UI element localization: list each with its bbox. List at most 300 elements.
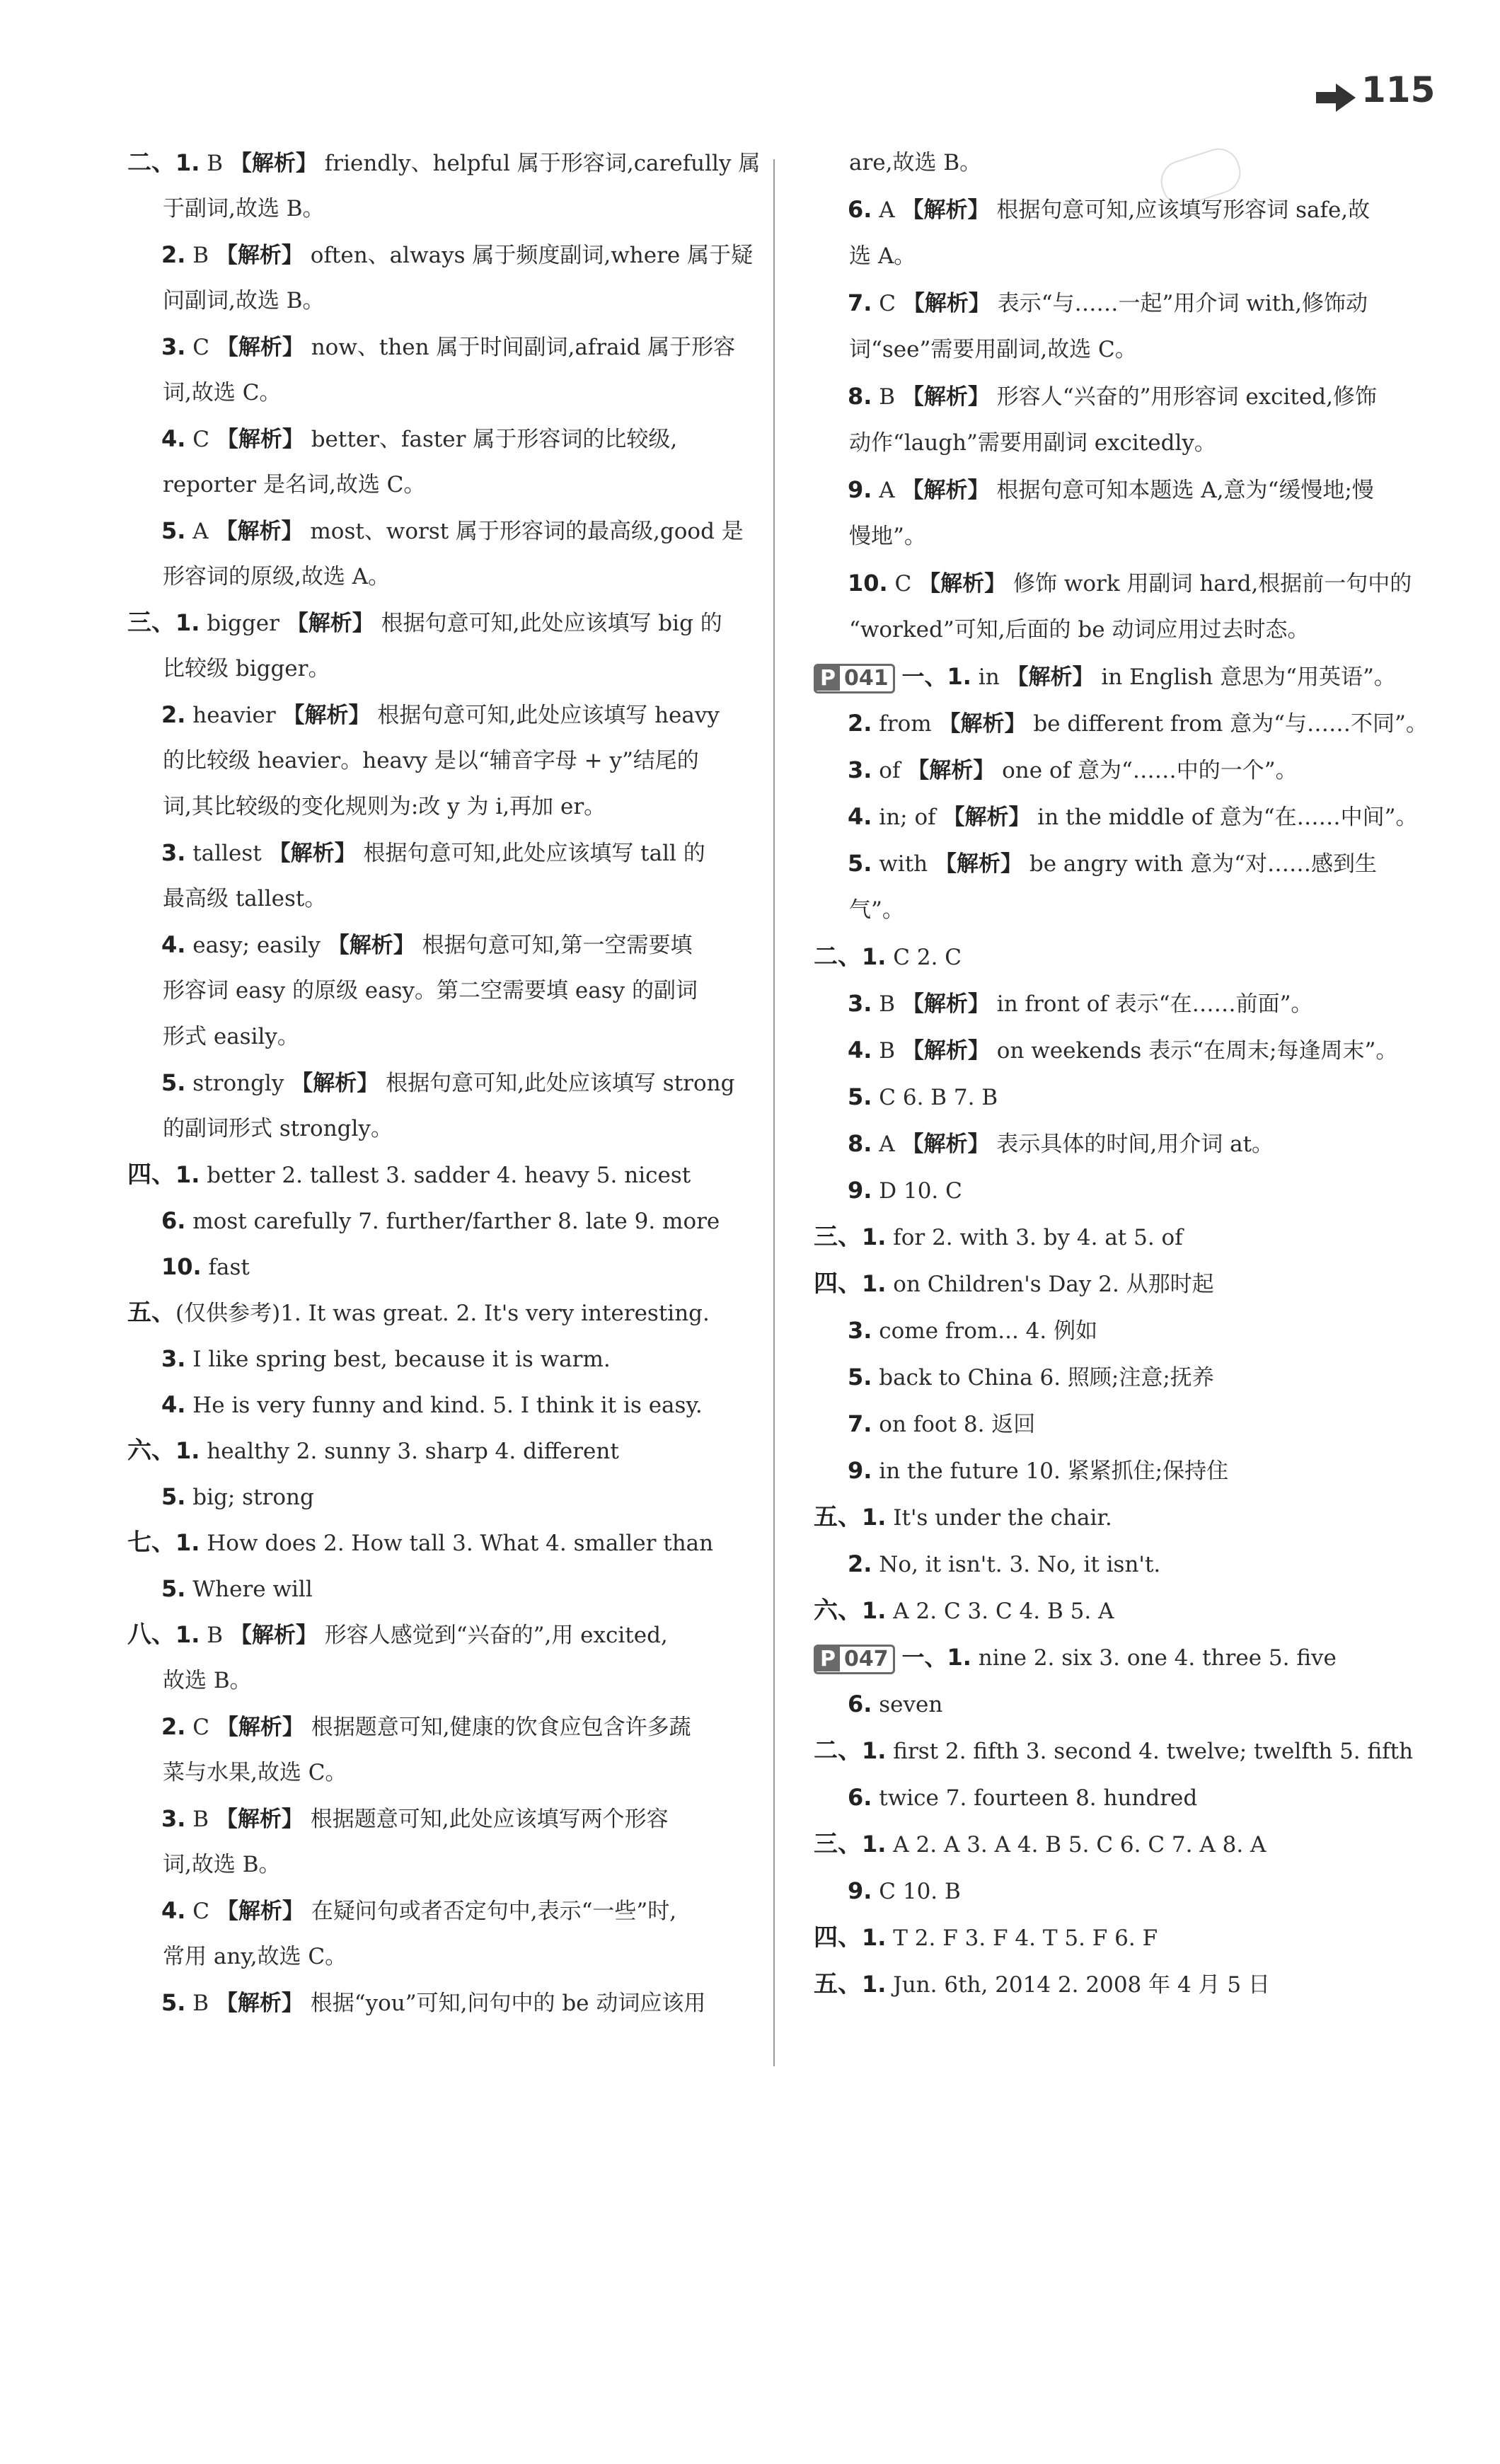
question-number: 5. <box>161 1483 186 1510</box>
analysis-text: in the middle of 意为“在……中间”。 <box>1030 805 1418 830</box>
section-number: 六、 <box>127 1437 175 1465</box>
question-number: 2. <box>161 701 186 728</box>
question-number: 1. <box>862 1270 887 1297</box>
analysis-text: now、then 属于时间副词,afraid 属于形容 <box>304 335 736 360</box>
section-number: 二、 <box>814 943 862 971</box>
question-number: 2. <box>848 710 872 737</box>
analysis-label: 【解析】 <box>901 1132 990 1157</box>
question-number: 5. <box>848 1083 872 1110</box>
analysis-text: one of 意为“……中的一个”。 <box>995 758 1298 783</box>
page-ref-number: 041 <box>844 665 889 691</box>
answer-line <box>848 1550 1160 1579</box>
column-divider <box>773 159 775 2066</box>
section-number: 二、 <box>127 149 175 177</box>
analysis-text: 根据题意可知,健康的饮食应包含许多蔬 <box>304 1715 691 1740</box>
answer-text: B <box>200 1623 230 1648</box>
answer-line <box>849 149 981 177</box>
answer-text: How does 2. How tall 3. What 4. smaller than <box>200 1531 714 1556</box>
analysis-label: 【解析】 <box>935 851 1023 877</box>
section-number: 五、 <box>127 1299 175 1327</box>
question-number: 6. <box>161 1207 186 1234</box>
answer-line <box>814 943 962 972</box>
analysis-label: 【解析】 <box>901 478 990 503</box>
answer-line <box>848 1363 1214 1392</box>
answer-line <box>849 616 1309 644</box>
answer-line <box>848 1877 961 1906</box>
answer-line <box>814 1970 1270 1999</box>
answer-line <box>163 379 281 407</box>
answer-line <box>848 289 1368 318</box>
answer-text: B <box>872 1038 902 1064</box>
question-number: 9. <box>848 1877 872 1904</box>
answer-text: most carefully 7. further/farther 8. late 9. more <box>185 1209 720 1234</box>
answer-text: Where will <box>185 1577 313 1602</box>
analysis-label: 【解析】 <box>216 335 304 360</box>
question-number: 3. <box>848 756 872 783</box>
answer-text: heavier <box>185 703 283 728</box>
answer-line <box>161 1345 611 1374</box>
answer-text: 词,故选 C。 <box>163 380 282 405</box>
answer-text: B <box>185 243 216 268</box>
question-number: 9. <box>848 1177 872 1204</box>
analysis-text: 根据句意可知,应该填写形容词 safe,故 <box>989 197 1371 223</box>
analysis-text: 根据题意可知,此处应该填写两个形容 <box>303 1807 669 1832</box>
analysis-label: 【解析】 <box>216 427 304 452</box>
answer-line <box>814 1596 1114 1625</box>
answer-text: better 2. tallest 3. sadder 4. heavy 5. nicest <box>200 1163 691 1188</box>
answer-text: No, it isn't. 3. No, it isn't. <box>872 1552 1161 1577</box>
answer-text: bigger <box>200 611 287 636</box>
analysis-text: 在疑问句或者否定句中,表示“一些”时, <box>304 1899 677 1924</box>
answer-text: D 10. C <box>872 1178 962 1204</box>
analysis-text: in English 意思为“用英语”。 <box>1094 664 1396 690</box>
question-number: 1. <box>175 1161 200 1188</box>
question-number: 8. <box>848 383 872 410</box>
analysis-text: 表示“与……一起”用介词 with,修饰动 <box>990 291 1368 316</box>
answer-line <box>163 563 390 591</box>
arrow-icon <box>1316 84 1356 115</box>
answer-line <box>814 662 1396 693</box>
analysis-label: 【解析】 <box>918 571 1007 597</box>
question-number: 1. <box>175 1621 200 1648</box>
answer-text: I like spring best, because it is warm. <box>185 1347 611 1372</box>
answer-line <box>161 517 744 546</box>
question-number: 1. <box>862 1224 887 1250</box>
section-number: 四、 <box>814 1270 862 1298</box>
answer-line <box>814 1923 1158 1952</box>
answer-text: 问副词,故选 B。 <box>163 288 325 313</box>
answer-text: B <box>872 384 902 410</box>
answer-text: on Children's Day 2. 从那时起 <box>886 1272 1214 1297</box>
analysis-text: be angry with 意为“对……感到生 <box>1022 851 1377 877</box>
answer-line <box>161 1483 314 1512</box>
question-number: 2. <box>161 1713 186 1740</box>
answer-line <box>814 1223 1183 1252</box>
answer-line <box>849 522 926 551</box>
answer-text: are,故选 B。 <box>849 150 982 175</box>
answer-line <box>127 149 760 178</box>
question-number: 9. <box>848 1457 872 1484</box>
answer-text: B <box>185 1807 216 1832</box>
answer-line <box>163 1666 252 1695</box>
answer-line <box>163 1942 347 1971</box>
question-number: 7. <box>848 289 872 316</box>
answer-text: A 2. A 3. A 4. B 5. C 6. C 7. A 8. A <box>886 1832 1267 1858</box>
answer-line <box>127 1437 619 1466</box>
question-number: 1. <box>862 1831 887 1858</box>
answer-text: in <box>971 664 1007 690</box>
question-number: 4. <box>161 1897 186 1924</box>
answer-text: nine 2. six 3. one 4. three 5. five <box>971 1645 1337 1671</box>
answer-line <box>161 1896 676 1925</box>
answer-text: big; strong <box>185 1485 314 1510</box>
answer-text: back to China 6. 照顾;注意;抚养 <box>872 1365 1214 1391</box>
answer-line <box>848 195 1370 224</box>
answer-text: C <box>185 335 217 360</box>
answer-text: C <box>185 1715 217 1740</box>
answer-text: fast <box>201 1255 250 1280</box>
question-number: 3. <box>848 1317 872 1344</box>
answer-text: He is very funny and kind. 5. I think it is easy. <box>185 1393 703 1418</box>
answer-line <box>161 425 677 454</box>
analysis-label: 【解析】 <box>942 805 1031 830</box>
analysis-label: 【解析】 <box>907 758 996 783</box>
answer-line <box>848 569 1412 598</box>
answer-text: 词“see”需要用副词,故选 C。 <box>849 337 1137 362</box>
question-number: 10. <box>161 1253 202 1280</box>
answer-line <box>161 1391 703 1420</box>
answer-text: 的比较级 heavier。heavy 是以“辅音字母 + y”结尾的 <box>163 748 699 773</box>
answer-line <box>161 241 753 270</box>
answer-text: C 10. B <box>872 1879 961 1904</box>
answer-text: from <box>872 711 939 737</box>
answer-text: “worked”可知,后面的 be 动词应用过去时态。 <box>849 617 1310 643</box>
answer-text: 气”。 <box>849 897 904 923</box>
page-ref-badge <box>814 664 895 693</box>
answer-line <box>814 1503 1112 1532</box>
question-number: 4. <box>848 1037 872 1064</box>
analysis-label: 【解析】 <box>216 1899 304 1924</box>
answer-text: C 2. C <box>886 945 962 970</box>
analysis-label: 【解析】 <box>901 1038 990 1064</box>
analysis-text: 根据句意可知,此处应该填写 strong <box>379 1071 735 1096</box>
answer-text: 比较级 bigger。 <box>163 656 330 681</box>
answer-line <box>127 1620 668 1650</box>
question-number: 1. <box>862 943 887 970</box>
analysis-label: 【解析】 <box>291 1071 379 1096</box>
answer-line <box>163 1115 393 1143</box>
answer-text: with <box>872 851 935 877</box>
answer-line <box>163 747 699 775</box>
answer-text: 词,其比较级的变化规则为:改 y 为 i,再加 er。 <box>163 794 606 819</box>
answer-line <box>161 333 735 362</box>
answer-line <box>127 609 722 638</box>
answer-line <box>163 1850 281 1879</box>
answer-text: A <box>872 197 902 223</box>
answer-line <box>161 931 692 960</box>
answer-line <box>848 802 1417 831</box>
question-number: 一、1. <box>901 1644 971 1671</box>
answer-text: of <box>872 758 908 783</box>
question-number: 5. <box>848 850 872 877</box>
answer-line <box>849 896 904 924</box>
question-number: 4. <box>161 1391 186 1418</box>
answer-text: healthy 2. sunny 3. sharp 4. different <box>200 1439 619 1464</box>
answer-text: T 2. F 3. F 4. T 5. F 6. F <box>886 1925 1158 1951</box>
answer-line <box>848 1036 1397 1065</box>
question-number: 10. <box>848 570 888 597</box>
question-number: 8. <box>848 1130 872 1157</box>
question-number: 5. <box>161 1575 186 1602</box>
analysis-text: 根据句意可知,此处应该填写 heavy <box>370 703 720 728</box>
answer-text: A <box>185 519 216 544</box>
answer-line <box>848 1410 1035 1439</box>
analysis-text: friendly、helpful 属于形容词,carefully 属 <box>317 151 761 176</box>
answer-line <box>814 1830 1266 1859</box>
answer-text: come from... 4. 例如 <box>872 1318 1098 1344</box>
question-number: 5. <box>161 517 186 544</box>
analysis-label: 【解析】 <box>327 933 415 958</box>
question-number: 1. <box>175 1529 200 1556</box>
question-number: 1. <box>862 1971 887 1998</box>
answer-text: 选 A。 <box>849 243 916 269</box>
analysis-label: 【解析】 <box>215 1807 304 1832</box>
analysis-text: on weekends 表示“在周末;每逢周末”。 <box>989 1038 1398 1064</box>
answer-line <box>848 1456 1228 1485</box>
answer-text: B <box>872 991 902 1017</box>
answer-line <box>161 1988 705 2017</box>
answer-line <box>163 195 325 223</box>
question-number: 7. <box>848 1410 872 1437</box>
answer-text: 慢地”。 <box>849 524 926 549</box>
answer-text: 形容词 easy 的原级 easy。第二空需要填 easy 的副词 <box>163 978 698 1003</box>
answer-line <box>848 1690 942 1719</box>
question-number: 1. <box>862 1737 887 1764</box>
analysis-label: 【解析】 <box>902 291 991 316</box>
analysis-text: 根据句意可知,第一空需要填 <box>415 933 693 958</box>
question-number: 6. <box>848 1691 872 1717</box>
analysis-text: 根据句意可知,此处应该填写 big 的 <box>374 611 722 636</box>
answer-line <box>161 1712 691 1742</box>
answer-text: reporter 是名词,故选 C。 <box>163 472 426 497</box>
answer-text: strongly <box>185 1071 292 1096</box>
answer-line <box>848 709 1428 738</box>
answer-line <box>163 287 325 315</box>
page-ref-badge <box>814 1645 895 1674</box>
answer-text: 的副词形式 strongly。 <box>163 1116 393 1141</box>
page-ref-letter: P <box>816 666 840 691</box>
question-number: 9. <box>848 476 872 503</box>
section-number: 三、 <box>814 1223 862 1251</box>
answer-text: in the future 10. 紧紧抓住;保持住 <box>872 1458 1229 1484</box>
section-number: 八、 <box>127 1620 175 1649</box>
analysis-text: in front of 表示“在……前面”。 <box>989 991 1313 1017</box>
answer-text: twice 7. fourteen 8. hundred <box>872 1785 1198 1811</box>
answer-line <box>163 1023 299 1051</box>
answer-text: 于副词,故选 B。 <box>163 196 325 221</box>
question-number: 1. <box>175 149 200 176</box>
answer-text: seven <box>872 1692 943 1717</box>
answer-line <box>163 793 606 821</box>
answer-text: 动作“laugh”需要用副词 excitedly。 <box>849 430 1216 456</box>
question-number: 3. <box>161 1345 186 1372</box>
answer-line <box>849 429 1216 457</box>
question-number: 1. <box>862 1504 887 1531</box>
answer-text: for 2. with 3. by 4. at 5. of <box>886 1225 1183 1250</box>
answer-text: 常用 any,故选 C。 <box>163 1944 347 1969</box>
section-number: 五、 <box>814 1970 862 1998</box>
question-number: 3. <box>161 1805 186 1832</box>
answer-line <box>127 1161 691 1190</box>
analysis-text: 修饰 work 用副词 hard,根据前一句中的 <box>1006 571 1412 597</box>
page-number: 115 <box>1361 69 1436 110</box>
section-number: 四、 <box>814 1923 862 1952</box>
answer-line <box>161 1069 734 1098</box>
analysis-label: 【解析】 <box>1006 664 1095 690</box>
answer-line <box>848 1129 1274 1158</box>
answer-line <box>163 655 330 683</box>
answer-text: C <box>887 571 919 597</box>
answer-line <box>814 1270 1214 1299</box>
answer-text: B <box>200 151 230 176</box>
section-number: 四、 <box>127 1161 175 1189</box>
answer-text: A 2. C 3. C 4. B 5. A <box>886 1599 1114 1624</box>
answer-line <box>848 849 1377 878</box>
answer-text: tallest <box>185 841 269 866</box>
answer-line <box>163 471 425 499</box>
answer-text: A <box>872 478 902 503</box>
analysis-label: 【解析】 <box>938 711 1027 737</box>
question-number: 1. <box>175 1437 200 1464</box>
answer-text: easy; easily <box>185 933 328 958</box>
section-number: 六、 <box>814 1596 862 1625</box>
question-number: 3. <box>161 839 186 866</box>
question-number: 一、1. <box>901 663 971 690</box>
answer-line <box>848 476 1374 505</box>
answer-line <box>163 885 326 913</box>
analysis-label: 【解析】 <box>901 197 990 223</box>
answer-text: A <box>872 1132 902 1157</box>
question-number: 4. <box>161 931 186 958</box>
answer-line <box>163 977 698 1005</box>
analysis-label: 【解析】 <box>216 1715 304 1740</box>
question-number: 6. <box>848 1784 872 1811</box>
answer-line <box>161 701 720 730</box>
answer-line <box>814 1737 1413 1766</box>
analysis-text: be different from 意为“与……不同”。 <box>1026 711 1428 737</box>
analysis-label: 【解析】 <box>268 841 357 866</box>
answer-line <box>161 1804 669 1833</box>
answer-text: C 6. B 7. B <box>872 1085 998 1110</box>
analysis-label: 【解析】 <box>215 243 304 268</box>
analysis-text: most、worst 属于形容词的最高级,good 是 <box>303 519 744 544</box>
answer-text: 词,故选 B。 <box>163 1852 281 1877</box>
analysis-label: 【解析】 <box>215 1991 304 2016</box>
answer-line <box>814 1643 1337 1674</box>
analysis-text: often、always 属于频度副词,where 属于疑 <box>303 243 754 268</box>
answer-line <box>849 242 916 270</box>
analysis-text: 形容人“兴奋的”用形容词 excited,修饰 <box>989 384 1377 410</box>
answer-text: C <box>185 1899 217 1924</box>
answer-text: in; of <box>872 805 943 830</box>
section-number: 三、 <box>127 609 175 637</box>
section-number: 二、 <box>814 1737 862 1765</box>
answer-text: 形式 easily。 <box>163 1024 299 1049</box>
analysis-label: 【解析】 <box>229 1623 318 1648</box>
answer-line <box>161 1207 720 1236</box>
answer-text: Jun. 6th, 2014 2. 2008 年 4 月 5 日 <box>886 1972 1270 1998</box>
answer-text: 最高级 tallest。 <box>163 886 327 911</box>
analysis-text: 根据句意可知本题选 A,意为“缓慢地;慢 <box>989 478 1374 503</box>
answer-line <box>848 1783 1197 1812</box>
analysis-text: 根据“you”可知,问句中的 be 动词应该用 <box>303 1991 706 2016</box>
analysis-label: 【解析】 <box>901 991 990 1017</box>
question-number: 3. <box>161 333 186 360</box>
question-number: 2. <box>848 1550 872 1577</box>
answer-line <box>849 335 1137 364</box>
question-number: 5. <box>161 1989 186 2016</box>
question-number: 3. <box>848 990 872 1017</box>
answer-line <box>127 1529 713 1558</box>
question-number: 1. <box>175 609 200 636</box>
answer-line <box>163 1758 347 1787</box>
answer-line <box>848 756 1298 785</box>
analysis-text: 形容人感觉到“兴奋的”,用 excited, <box>317 1623 668 1648</box>
analysis-label: 【解析】 <box>282 703 371 728</box>
question-number: 6. <box>848 196 872 223</box>
answer-line <box>848 989 1312 1018</box>
analysis-label: 【解析】 <box>215 519 304 544</box>
question-number: 2. <box>161 241 186 268</box>
analysis-text: 根据句意可知,此处应该填写 tall 的 <box>356 841 705 866</box>
answer-line <box>161 839 705 868</box>
answer-line <box>848 382 1377 411</box>
answer-line <box>127 1299 710 1328</box>
answer-text: 菜与水果,故选 C。 <box>163 1760 347 1785</box>
answer-text: 故选 B。 <box>163 1668 252 1693</box>
question-number: 4. <box>848 803 872 830</box>
analysis-text: 表示具体的时间,用介词 at。 <box>989 1132 1274 1157</box>
question-number: 5. <box>161 1069 186 1096</box>
answer-line <box>848 1316 1097 1345</box>
section-number: 七、 <box>127 1529 175 1557</box>
analysis-text: better、faster 属于形容词的比较级, <box>304 427 678 452</box>
analysis-label: 【解析】 <box>229 151 318 176</box>
analysis-label: 【解析】 <box>901 384 990 410</box>
section-number: 三、 <box>814 1830 862 1858</box>
question-number: 1. <box>862 1924 887 1951</box>
section-number: 五、 <box>814 1503 862 1531</box>
answer-text: C <box>185 427 217 452</box>
analysis-label: 【解析】 <box>286 611 374 636</box>
answer-text: It's under the chair. <box>886 1505 1112 1531</box>
answer-line <box>161 1253 250 1282</box>
question-number: 5. <box>848 1364 872 1391</box>
page-ref-letter: P <box>816 1647 840 1671</box>
answer-text: first 2. fifth 3. second 4. twelve; twelfth 5. fifth <box>886 1739 1414 1764</box>
question-number: 4. <box>161 425 186 452</box>
answer-line <box>161 1574 313 1604</box>
answer-line <box>848 1176 962 1205</box>
answer-text: 形容词的原级,故选 A。 <box>163 564 391 589</box>
page-ref-number: 047 <box>844 1646 889 1671</box>
answer-text: (仅供参考)1. It was great. 2. It's very interesting. <box>175 1301 710 1326</box>
answer-line <box>848 1083 998 1112</box>
question-number: 1. <box>862 1597 887 1624</box>
answer-text: on foot 8. 返回 <box>872 1412 1036 1437</box>
answer-text: B <box>185 1991 216 2016</box>
answer-text: C <box>872 291 903 316</box>
